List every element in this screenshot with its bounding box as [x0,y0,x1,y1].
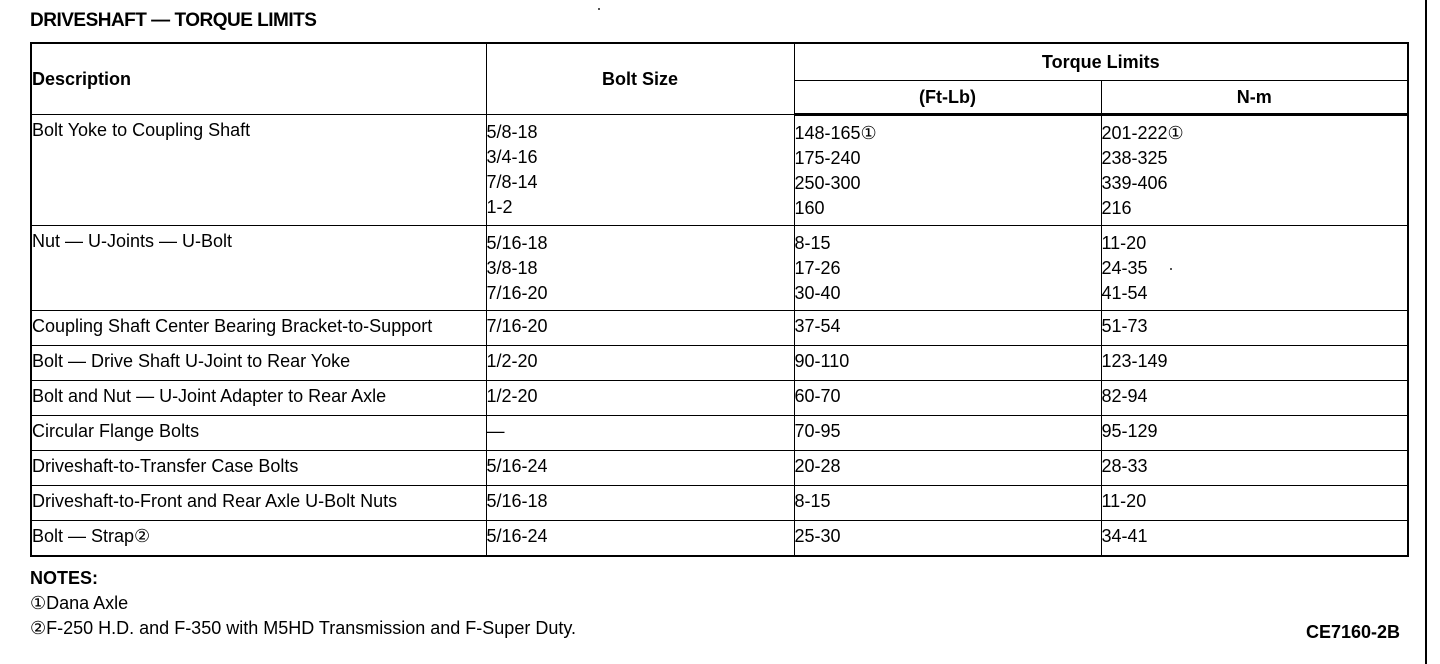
value-line: 8-15 [794,491,831,511]
value-line: 339-406 [1101,173,1168,193]
row-torque-nm [1101,486,1408,521]
row-torque-ft-lb [794,346,1101,381]
row-torque-ft-lb [794,451,1101,486]
table-title: DRIVESHAFT — TORQUE LIMITS [30,10,317,31]
row-description: Circular Flange Bolts [31,416,486,451]
value-line: 28-33 [1101,456,1148,476]
header-nm: N-m [1101,81,1408,115]
row-torque-nm [1101,311,1408,346]
row-torque-nm [1101,521,1408,557]
row-description: Bolt — Strap② [31,521,486,557]
header-torque-limits: Torque Limits [794,43,1408,81]
table-row [31,346,1408,381]
value-line: 95-129 [1101,421,1158,441]
row-torque-nm [1101,416,1408,451]
row-description: Bolt Yoke to Coupling Shaft [31,115,486,226]
value-line: 216 [1101,198,1132,218]
value-line: 3/8-18 [486,258,538,278]
row-torque-ft-lb [794,311,1101,346]
row-bolt-size [486,521,794,557]
row-torque-nm [1101,346,1408,381]
value-line: 25-30 [794,526,841,546]
value-line: 5/16-18 [486,491,548,511]
value-line: 5/16-18 [486,233,548,253]
value-line: 5/16-24 [486,526,548,546]
value-line: 5/8-18 [486,122,538,142]
row-bolt-size [486,311,794,346]
value-line: 123-149 [1101,351,1168,371]
value-line: 5/16-24 [486,456,548,476]
value-line: — [486,421,505,441]
value-line: 11-20 [1101,491,1147,511]
row-torque-nm [1101,451,1408,486]
value-line: 201-222① [1101,123,1184,143]
row-torque-ft-lb [794,486,1101,521]
value-line: 51-73 [1101,316,1148,336]
value-line: 1-2 [486,197,513,217]
value-line: 41-54 [1101,283,1148,303]
row-description: Driveshaft-to-Transfer Case Bolts [31,451,486,486]
row-bolt-size [486,226,794,311]
value-line: 250-300 [794,173,861,193]
value-line: 30-40 [794,283,841,303]
row-torque-ft-lb [794,115,1101,226]
value-line: 60-70 [794,386,841,406]
table-row [31,521,1408,557]
row-torque-ft-lb [794,226,1101,311]
table-row [31,311,1408,346]
table-row [31,115,1408,226]
notes-heading: NOTES: [30,568,99,588]
note-item: ①Dana Axle [30,593,129,613]
value-line: 7/16-20 [486,316,548,336]
notes [30,566,576,641]
table-row [31,226,1408,311]
value-line: 1/2-20 [486,351,538,371]
scan-speck [598,8,600,10]
value-line: 8-15 [794,233,831,253]
row-bolt-size [486,451,794,486]
row-description: Driveshaft-to-Front and Rear Axle U-Bolt Nuts [31,486,486,521]
note-item: ②F-250 H.D. and F-350 with M5HD Transmission and F-Super Duty. [30,618,576,638]
value-line: 1/2-20 [486,386,538,406]
row-bolt-size [486,346,794,381]
value-line: 17-26 [794,258,841,278]
row-bolt-size [486,381,794,416]
table-row [31,416,1408,451]
row-bolt-size [486,115,794,226]
torque-table [30,42,1409,557]
row-torque-nm [1101,381,1408,416]
value-line: 238-325 [1101,148,1168,168]
table-body [31,115,1408,557]
row-torque-ft-lb [794,521,1101,557]
page-edge-line [1425,0,1427,664]
value-line: 7/8-14 [486,172,538,192]
value-line: 82-94 [1101,386,1148,406]
header-ft-lb: (Ft-Lb) [794,81,1101,115]
row-bolt-size [486,486,794,521]
value-line: 148-165① [794,123,877,143]
row-description: Coupling Shaft Center Bearing Bracket-to-Support [31,311,486,346]
value-line: 20-28 [794,456,841,476]
row-torque-ft-lb [794,381,1101,416]
table-row [31,451,1408,486]
table-row [31,486,1408,521]
row-torque-ft-lb [794,416,1101,451]
value-line: 11-20 [1101,233,1147,253]
value-line: 34-41 [1101,526,1148,546]
value-line: 7/16-20 [486,283,548,303]
value-line: 175-240 [794,148,861,168]
table-row [31,381,1408,416]
row-description: Nut — U-Joints — U-Bolt [31,226,486,311]
figure-code: CE7160-2B [1306,622,1401,642]
header-bolt-size: Bolt Size [486,43,794,115]
value-line: 24-35 [1101,258,1148,278]
row-description: Bolt — Drive Shaft U-Joint to Rear Yoke [31,346,486,381]
row-torque-nm [1101,115,1408,226]
value-line: 37-54 [794,316,841,336]
value-line: 70-95 [794,421,841,441]
value-line: 3/4-16 [486,147,538,167]
row-bolt-size [486,416,794,451]
row-description: Bolt and Nut — U-Joint Adapter to Rear Axle [31,381,486,416]
header-description: Description [31,43,486,115]
row-torque-nm [1101,226,1408,311]
value-line: 90-110 [794,351,850,371]
value-line: 160 [794,198,825,218]
